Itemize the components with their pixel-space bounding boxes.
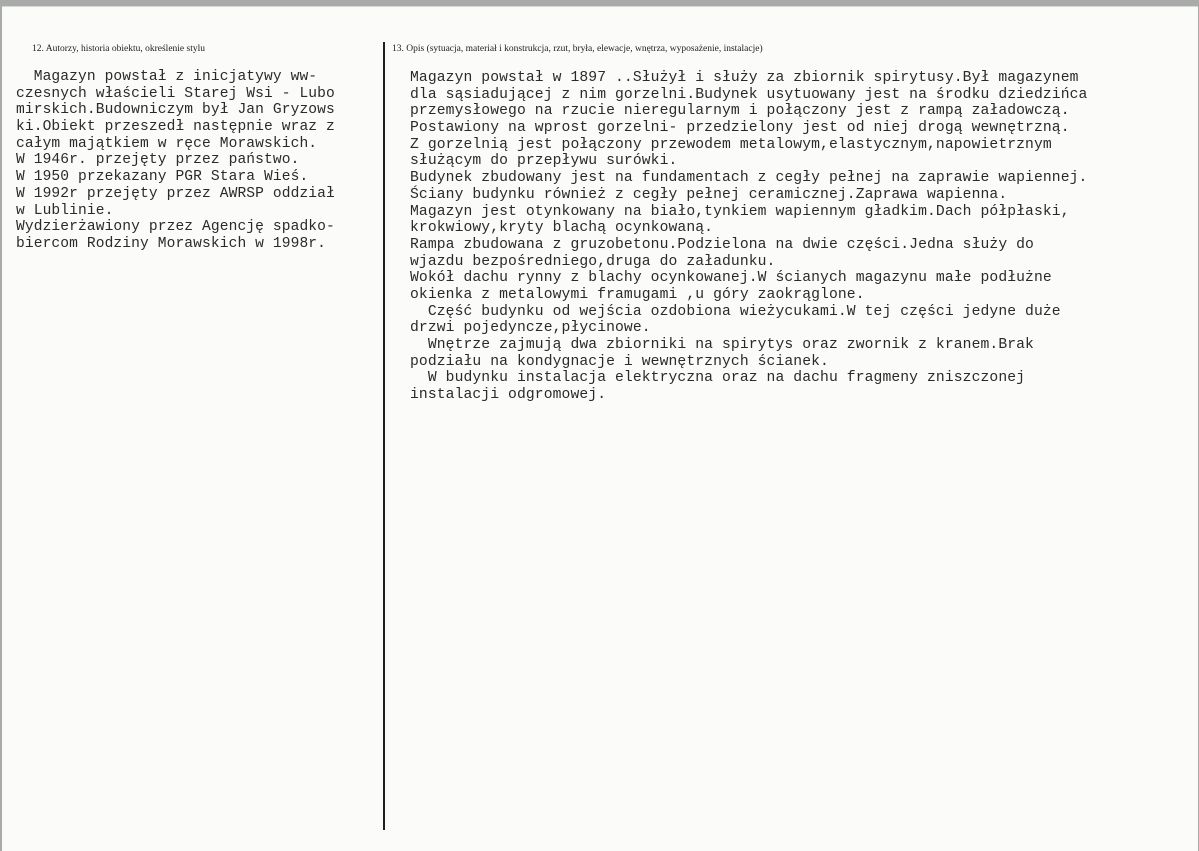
history-text-line: ki.Obiekt przeszedł następnie wraz z [16, 119, 335, 136]
description-text-line: Magazyn powstał w 1897 ..Służył i służy za zbiornik spirytusy.Był magazynem [410, 70, 1079, 86]
history-text-line: W 1992r przejęty przez AWRSP oddział [16, 185, 335, 202]
description-text-line: Wnętrze zajmują dwa zbiorniki na spirytys oraz zwornik z kranem.Brak [410, 337, 1034, 353]
description-text [410, 70, 1087, 404]
history-text-line: W 1946r. przejęty przez państwo. [16, 152, 300, 169]
description-text-line: wjazdu bezpośredniego,druga do załadunku. [410, 253, 776, 270]
description-text-line: krokwiowy,kryty blachą ocynkowaną. [410, 220, 714, 237]
description-text-line: Ściany budynku również z cegły pełnej ceramicznej.Zaprawa wapienna. [410, 186, 1008, 203]
description-text-line: podziału na kondygnacje i wewnętrznych ścianek. [410, 353, 829, 370]
description-text-line: Część budynku od wejścia ozdobiona wieżycukami.W tej części jedyne duże [410, 303, 1061, 320]
history-text-line: Wydzierżawiony przez Agencję spadko- [16, 219, 335, 236]
history-text [16, 69, 335, 253]
top-edge-rule [2, 6, 1198, 7]
description-text-line: Wokół dachu rynny z blachy ocynkowanej.W ścianych magazynu małe podłużne [410, 270, 1052, 287]
section-13-heading: 13. Opis (sytuacja, materiał i konstrukcja, rzut, bryła, elewacje, wnętrza, wyposażenie, instalacje) [392, 44, 763, 54]
history-text-line: całym majątkiem w ręce Morawskich. [16, 135, 318, 152]
history-text-line: mirskich.Budowniczym był Jan Gryzows [16, 102, 335, 119]
description-text-line: drzwi pojedyncze,płycinowe. [410, 320, 651, 337]
history-text-line: Magazyn powstał z inicjatywy ww- [16, 69, 318, 85]
history-text-line: czesnych właścieli Starej Wsi - Lubo [16, 85, 335, 102]
history-text-line: biercom Rodziny Morawskich w 1998r. [16, 235, 327, 252]
description-text-line: Budynek zbudowany jest na fundamentach z cegły pełnej na zaprawie wapiennej. [410, 170, 1088, 187]
description-text-line: okienka z metalowymi framugami ,u góry zaokrąglone. [410, 286, 865, 303]
history-text-line: w Lublinie. [16, 202, 114, 219]
column-divider [383, 42, 385, 830]
description-text-line: przemysłowego na rzucie nieregularnym i połączony jest z rampą załadowczą. [410, 103, 1070, 120]
document-page [2, 6, 1198, 851]
description-text-line: służącym do przepływu surówki. [410, 153, 678, 170]
description-text-line: Magazyn jest otynkowany na biało,tynkiem wapiennym gładkim.Dach półpłaski, [410, 203, 1070, 220]
section-12-heading: 12. Autorzy, historia obiektu, określenie stylu [32, 44, 205, 54]
description-text-line: W budynku instalacja elektryczna oraz na dachu fragmeny zniszczonej [410, 370, 1026, 387]
description-text-line: Rampa zbudowana z gruzobetonu.Podzielona na dwie części.Jedna służy do [410, 236, 1034, 253]
description-text-line: dla sąsiadującej z nim gorzelni.Budynek usytuowany jest na środku dziedzińca [410, 86, 1088, 103]
description-text-line: instalacji odgromowej. [410, 387, 607, 404]
description-text-line: Postawiony na wprost gorzelni- przedzielony jest od niej drogą wewnętrzną. [410, 120, 1070, 137]
description-text-line: Z gorzelnią jest połączony przewodem metalowym,elastycznym,napowietrznym [410, 136, 1052, 153]
history-text-line: W 1950 przekazany PGR Stara Wieś. [16, 169, 309, 186]
